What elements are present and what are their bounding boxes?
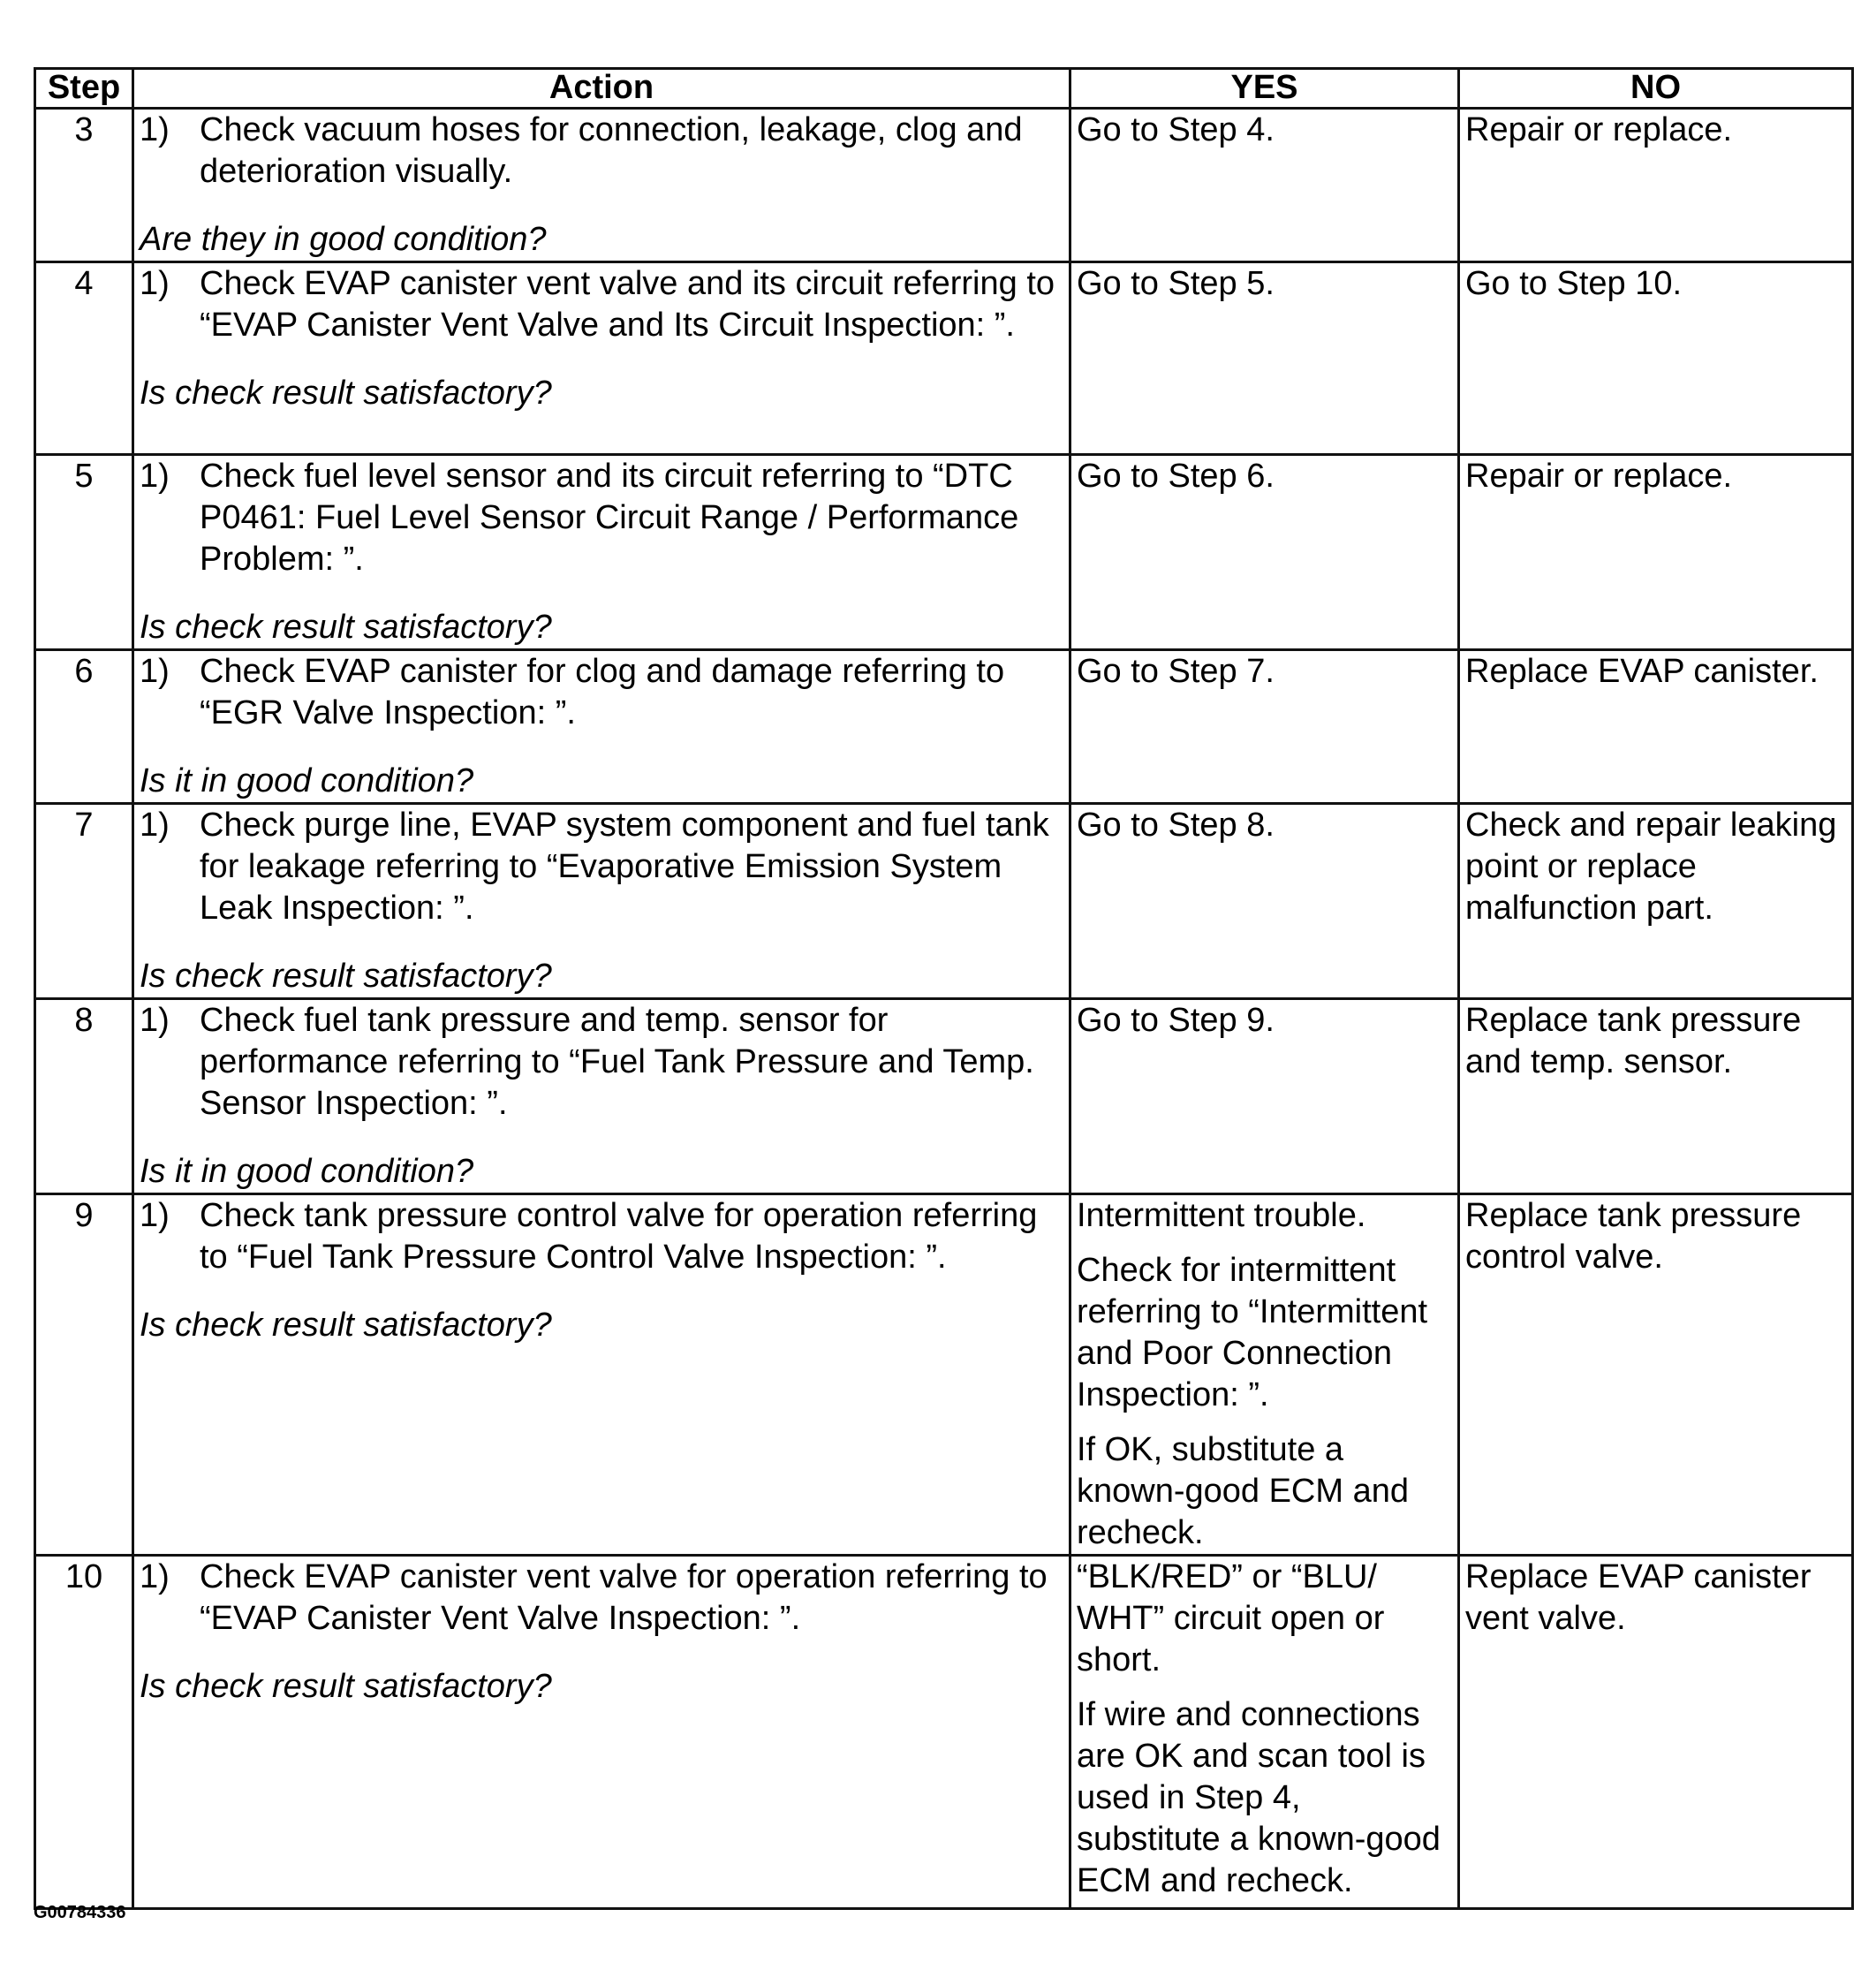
action-text: Check fuel tank pressure and temp. sensor for performance referring to “Fuel Tank Pressure and Temp. Sensor Inspection: ”. — [200, 1002, 1034, 1122]
table-row — [35, 455, 1853, 650]
table-row — [35, 262, 1853, 455]
yes-cell — [1070, 650, 1459, 804]
yes-text: Go to Step 9. — [1077, 1002, 1275, 1039]
action-question: Is check result satisfactory? — [140, 1668, 552, 1705]
yes-cell — [1070, 999, 1459, 1194]
action-item-number: 1) — [140, 1197, 170, 1234]
action-text: Check EVAP canister vent valve for operation referring to “EVAP Canister Vent Valve Inspection: ”. — [200, 1558, 1048, 1637]
header-action: Action — [133, 69, 1070, 109]
action-item-number: 1) — [140, 111, 170, 148]
header-yes: YES — [1070, 69, 1459, 109]
yes-text: Go to Step 8. — [1077, 807, 1275, 844]
action-cell — [133, 999, 1070, 1194]
step-number: 6 — [35, 650, 133, 804]
header-step: Step — [35, 69, 133, 109]
step-number: 8 — [35, 999, 133, 1194]
no-cell: Check and repair leaking point or replace malfunction part. — [1459, 804, 1853, 999]
no-cell: Replace tank pressure and temp. sensor. — [1459, 999, 1853, 1194]
action-question: Is check result satisfactory? — [140, 958, 552, 995]
action-cell — [133, 1556, 1070, 1909]
action-cell — [133, 1194, 1070, 1556]
step-number: 7 — [35, 804, 133, 999]
step-number: 9 — [35, 1194, 133, 1556]
action-cell — [133, 804, 1070, 999]
action-text: Check vacuum hoses for connection, leakage, clog and deterioration visually. — [200, 111, 1023, 190]
action-item-number: 1) — [140, 1558, 170, 1595]
yes-text: Check for intermittent referring to “Intermittent and Poor Connection Inspection: ”. — [1077, 1252, 1428, 1413]
table-row — [35, 109, 1853, 262]
action-text: Check purge line, EVAP system component and fuel tank for leakage referring to “Evaporative Emission System Leak Inspection: ”. — [200, 807, 1049, 927]
yes-cell — [1070, 109, 1459, 262]
yes-text: Go to Step 4. — [1077, 111, 1275, 148]
table-header-row — [35, 69, 1853, 109]
yes-text: “BLK/RED” or “BLU/ WHT” circuit open or short. — [1077, 1558, 1385, 1678]
diagnostic-table-container — [34, 67, 1851, 1910]
figure-code: G00784336 — [34, 1903, 126, 1922]
step-number: 4 — [35, 262, 133, 455]
action-question: Are they in good condition? — [140, 221, 547, 258]
yes-text: Intermittent trouble. — [1077, 1197, 1366, 1234]
no-cell: Replace tank pressure control valve. — [1459, 1194, 1853, 1556]
yes-cell — [1070, 804, 1459, 999]
table-row — [35, 650, 1853, 804]
yes-text: Go to Step 6. — [1077, 458, 1275, 495]
action-text: Check EVAP canister for clog and damage referring to “EGR Valve Inspection: ”. — [200, 653, 1005, 731]
yes-text: Go to Step 5. — [1077, 265, 1275, 302]
yes-cell — [1070, 1556, 1459, 1909]
action-cell — [133, 650, 1070, 804]
action-item-number: 1) — [140, 265, 170, 302]
action-text: Check fuel level sensor and its circuit referring to “DTC P0461: Fuel Level Sensor Circuit Range / Performance Problem: ”. — [200, 458, 1019, 578]
action-item-number: 1) — [140, 653, 170, 690]
table-row — [35, 999, 1853, 1194]
header-no: NO — [1459, 69, 1853, 109]
yes-cell — [1070, 455, 1459, 650]
action-item-number: 1) — [140, 807, 170, 844]
action-text: Check EVAP canister vent valve and its circuit referring to “EVAP Canister Vent Valve and Its Circuit Inspection: ”. — [200, 265, 1055, 344]
yes-cell — [1070, 1194, 1459, 1556]
table-row — [35, 1194, 1853, 1556]
yes-text: If OK, substitute a known-good ECM and recheck. — [1077, 1431, 1409, 1551]
step-number: 10 — [35, 1556, 133, 1909]
table-row — [35, 1556, 1853, 1909]
action-item-number: 1) — [140, 1002, 170, 1039]
action-text: Check tank pressure control valve for operation referring to “Fuel Tank Pressure Control Valve Inspection: ”. — [200, 1197, 1038, 1276]
table-row — [35, 804, 1853, 999]
yes-text: If wire and connections are OK and scan tool is used in Step 4, substitute a known-good ECM and recheck. — [1077, 1696, 1441, 1899]
action-cell — [133, 109, 1070, 262]
action-question: Is it in good condition? — [140, 1153, 474, 1190]
action-question: Is check result satisfactory? — [140, 1307, 552, 1344]
no-cell: Replace EVAP canister. — [1459, 650, 1853, 804]
action-cell — [133, 262, 1070, 455]
diagnostic-flow-table — [34, 67, 1854, 1910]
yes-cell — [1070, 262, 1459, 455]
no-cell: Repair or replace. — [1459, 455, 1853, 650]
yes-text: Go to Step 7. — [1077, 653, 1275, 690]
action-item-number: 1) — [140, 458, 170, 495]
step-number: 5 — [35, 455, 133, 650]
step-number: 3 — [35, 109, 133, 262]
no-cell: Repair or replace. — [1459, 109, 1853, 262]
action-question: Is it in good condition? — [140, 762, 474, 799]
no-cell: Go to Step 10. — [1459, 262, 1853, 455]
action-question: Is check result satisfactory? — [140, 609, 552, 646]
no-cell: Replace EVAP canister vent valve. — [1459, 1556, 1853, 1909]
action-cell — [133, 455, 1070, 650]
action-question: Is check result satisfactory? — [140, 375, 552, 412]
